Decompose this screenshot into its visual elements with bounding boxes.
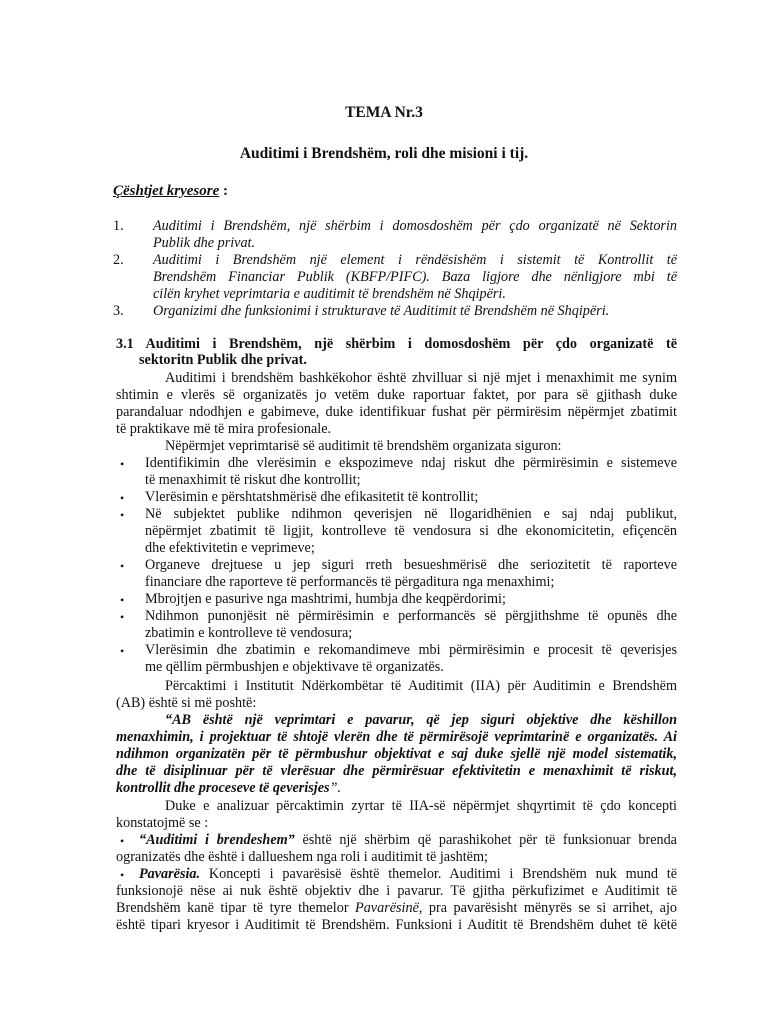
bullet-line: me qëllim përmbushjen e objektivave të organizatës.	[145, 659, 444, 675]
bullet-line: Vlerësimin e përshtatshmërisë dhe efikasitetit të kontrollit;	[145, 489, 479, 505]
bullet-icon: •	[120, 508, 125, 522]
bullet-line: ogranizatës dhe është i dallueshem nga roli i auditimit të jashtëm;	[116, 849, 488, 865]
list-item-line: Auditimi i Brendshëm, një shërbim i domosdoshëm për çdo organizatë në Sektorin	[153, 218, 677, 234]
quote-line: dhe të disiplinuar për të vlerësuar dhe përmirësuar efektivitetin e menaxhimit të riskut,	[116, 763, 677, 779]
page-subtitle: Auditimi i Brendshëm, roli dhe misioni i tij.	[239, 145, 529, 162]
paragraph-line: konstatojmë se :	[116, 815, 209, 831]
quote-line	[116, 780, 341, 797]
bullet-line	[139, 866, 677, 883]
paragraph-line: Auditimi i brendshëm bashkëkohor është zhvilluar si një mjet i menaxhimit me synim	[165, 370, 677, 386]
quote-close: ”.	[329, 780, 341, 796]
text-part-italic: Pavarësinë,	[355, 900, 423, 916]
bullet-line: Identifikimin dhe vlerësimin e ekspozimeve ndaj riskut dhe përmirësimin e sistemeve	[145, 455, 677, 471]
list-item-line: Auditimi i Brendshëm një element i rëndësishëm i sistemit të Kontrollit të	[153, 252, 677, 268]
list-item-line: Organizimi dhe funksionimi i strukturave të Auditimit të Brendshëm në Shqipëri.	[153, 303, 610, 319]
bullet-term: “Auditimi i brendeshem”	[139, 832, 295, 848]
section-heading: sektoritn Publik dhe privat.	[139, 352, 307, 368]
quote-line: ndihmon organizatën për të përmbushur objektivat e saj duke sjellë një model sistematik,	[116, 746, 677, 762]
quote-line: “AB është një veprimtari e pavarur, që jep siguri objektive dhe këshillon	[165, 712, 677, 728]
paragraph-line: shtimin e vlerës së organizatës jo vetëm duke raportuar faktet, por para së gjithash duke	[116, 387, 677, 403]
bullet-term: Pavarësia.	[139, 866, 201, 882]
paragraph-line	[116, 900, 677, 917]
bullet-icon: •	[120, 559, 125, 573]
bullet-icon: •	[120, 868, 125, 882]
bullet-line: Organeve drejtuese u jep siguri rreth besueshmërisë dhe seriozitetit të raporteve	[145, 557, 677, 573]
text-part: pra pavarësisht mënyrës se si arrihet, ajo	[422, 900, 678, 916]
list-item-line: Publik dhe privat.	[153, 235, 256, 251]
bullet-line: nëpërmjet zbatimit të ligjit, kontrolleve të vendosura si dhe ekonomicitetin, efiçencën	[145, 523, 677, 539]
bullet-line: zbatimin e kontrolleve të vendosura;	[145, 625, 353, 641]
list-number: 1.	[113, 218, 124, 234]
bullet-icon: •	[120, 593, 125, 607]
list-number: 3.	[113, 303, 124, 319]
bullet-line: të menaxhimit të riskut dhe kontrollit;	[145, 472, 361, 488]
paragraph-line: të praktikave më të mira profesionale.	[116, 421, 332, 437]
bullet-line: Vlerësimin dhe zbatimin e rekomandimeve mbi përmirësimin e procesit të qeverisjes	[145, 642, 677, 658]
text-part: Brendshëm kanë tipar të tyre themelor	[116, 900, 356, 916]
list-number: 2.	[113, 252, 124, 268]
bullet-line: Në subjektet publike ndihmon qeverisjen në llogaridhënien e saj ndaj publikut,	[145, 506, 677, 522]
bullet-icon: •	[120, 457, 125, 471]
paragraph-line: funksionojë nëse ai nuk është objektiv dhe i pavarur. Të gjitha përkufizimet e Auditimit të	[116, 883, 677, 899]
bullet-line: Mbrojtjen e pasurive nga mashtrimi, humbja dhe keqpërdorimi;	[145, 591, 506, 607]
paragraph-line: parandaluar ndodhjen e gabimeve, duke identifikuar fushat për përmirësim nëpërmjet zbatimit	[116, 404, 677, 420]
section-heading: 3.1 Auditimi i Brendshëm, një shërbim i domosdoshëm për çdo organizatë të	[116, 336, 677, 352]
list-item-line: Brendshëm Financiar Publik (KBFP/PIFC). Baza ligjore dhe nënligjore mbi të	[153, 269, 677, 285]
paragraph-line: Përcaktimi i Institutit Ndërkombëtar të Auditimit (IIA) për Auditimin e Brendshëm	[165, 678, 677, 694]
quote-text: kontrollit dhe proceseve të qeverisjes	[116, 780, 330, 796]
bullet-line: financiare dhe raporteve të performancës të përgaditura nga menaxhimi;	[145, 574, 555, 590]
quote-line: menaxhimin, i projektuar të shtojë vlerën dhe të përmirësojë veprimtarinë e organizatës. Ai	[116, 729, 677, 745]
page-title: TEMA Nr.3	[345, 104, 423, 121]
paragraph-line: është tipari kryesor i Auditimit të Brendshëm. Funksioni i Auditit të Brendshëm duhet të këtë	[116, 917, 677, 933]
bullet-line: Ndihmon punonjësit në përmirësimin e performancës së përgjithshme të opunës dhe	[145, 608, 677, 624]
bullet-line	[139, 832, 677, 849]
paragraph-line: (AB) është si më poshtë:	[116, 695, 257, 711]
key-issues-label: Çështjet kryesore	[113, 183, 220, 199]
bullet-icon: •	[120, 834, 125, 848]
key-issues-heading	[113, 183, 228, 200]
list-item-line: cilën kryhet veprimtaria e auditimit të brendshëm në Shqipëri.	[153, 286, 506, 302]
bullet-text: Koncepti i pavarësisë është themelor. Auditimi i Brendshëm nuk mund të	[200, 866, 677, 882]
paragraph-line: Duke e analizuar përcaktimin zyrtar të IIA-së nëpërmjet shqyrtimit të çdo koncepti	[165, 798, 677, 814]
paragraph-line: Nëpërmjet veprimtarisë së auditimit të brendshëm organizata siguron:	[165, 438, 562, 454]
bullet-icon: •	[120, 610, 125, 624]
bullet-icon: •	[120, 644, 125, 658]
bullet-icon: •	[120, 491, 125, 505]
bullet-line: dhe efektivitetin e veprimeve;	[145, 540, 315, 556]
key-issues-colon: :	[223, 183, 228, 199]
bullet-text: është një shërbim që parashikohet për të funksionuar brenda	[294, 832, 677, 848]
